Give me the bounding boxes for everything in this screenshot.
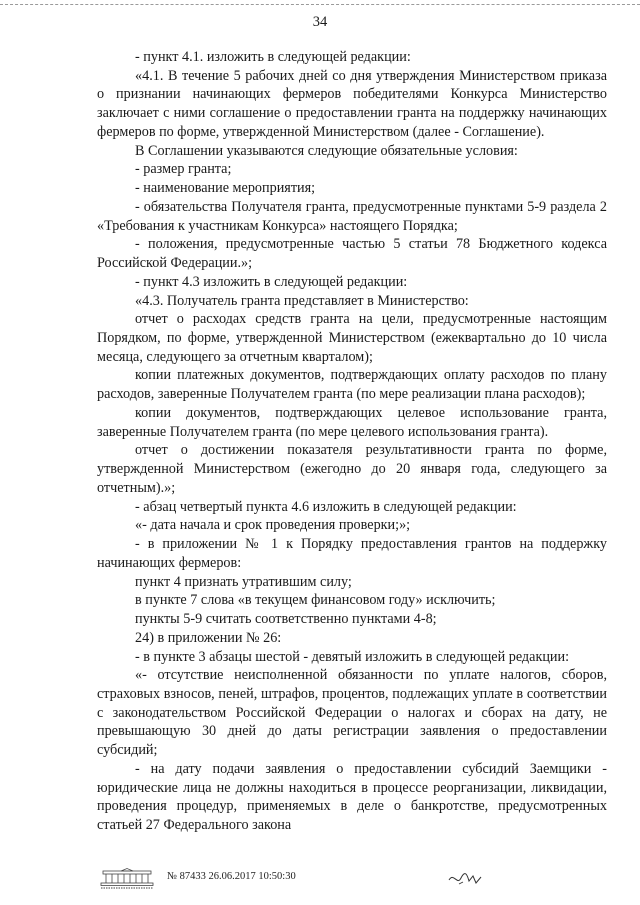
paragraph: копии платежных документов, подтверждающих оплату расходов по плану расходов, заверенные Получателем гранта (по мере реализации плана расходов);: [97, 367, 607, 403]
paragraph: - размер гранта;: [135, 161, 232, 178]
paragraph: - в приложении № 1 к Порядку предоставления грантов на поддержку начинающих фермеров:: [97, 536, 607, 571]
signature-icon: [445, 866, 525, 892]
paragraph: пункт 4 признать утратившим силу;: [135, 573, 352, 590]
paragraph: В Соглашении указываются следующие обязательные условия:: [135, 142, 518, 159]
paragraph: отчет о достижении показателя результативности гранта по форме, утвержденной Министерством (ежегодно до 20 января года, следующего за отчетным).»;: [97, 442, 607, 496]
paragraph: в пункте 7 слова «в текущем финансовом году» исключить;: [135, 592, 496, 609]
paragraph: - обязательства Получателя гранта, предусмотренные пунктами 5-9 раздела 2 «Требования к участникам Конкурса» настоящего Порядка;: [97, 198, 607, 234]
top-edge-line: [0, 4, 640, 5]
paragraph: - абзац четвертый пункта 4.6 изложить в следующей редакции:: [135, 498, 517, 515]
paragraph: отчет о расходах средств гранта на цели, предусмотренные настоящим Порядком, по форме, утвержденной Министерством (ежеквартально до 10 числа месяца, следующего за отчетным кварталом);: [97, 311, 607, 365]
document-stamp: № 87433 26.06.2017 10:50:30: [167, 871, 296, 882]
paragraph: пункты 5-9 считать соответственно пунктами 4-8;: [135, 611, 437, 628]
paragraph: - в пункте 3 абзацы шестой - девятый изложить в следующей редакции:: [135, 648, 570, 665]
building-logo-icon: [97, 868, 157, 890]
paragraph: «4.1. В течение 5 рабочих дней со дня утверждения Министерством приказа о признании начинающих фермеров победителями Конкурса Министерство заключает с ними соглашение о предоставлении гранта на поддержку начинающих фермеров по форме, утвержденной Министерством (далее - Соглашение).: [97, 67, 607, 140]
paragraph: - наименование мероприятия;: [135, 180, 316, 197]
paragraph: «4.3. Получатель гранта представляет в Министерство:: [135, 292, 469, 309]
document-body: [97, 48, 607, 835]
page-number: 34: [312, 14, 328, 30]
page-footer: [97, 866, 617, 896]
paragraph: - пункт 4.3 изложить в следующей редакции:: [135, 273, 408, 290]
paragraph: - положения, предусмотренные частью 5 статьи 78 Бюджетного кодекса Российской Федерации.»;: [97, 236, 607, 272]
paragraph: «- дата начала и срок проведения проверки;»;: [135, 517, 411, 534]
paragraph: копии документов, подтверждающих целевое использование гранта, заверенные Получателем гранта (по мере целевого использования гранта).: [97, 404, 607, 440]
paragraph: - на дату подачи заявления о предоставлении субсидий Заемщики - юридические лица не должны находиться в процессе реорганизации, ликвидации, проведения процедур, применяемых в деле о банкротстве, предусмотренных статьей 27 Федерального закона: [97, 760, 607, 834]
paragraph: 24) в приложении № 26:: [135, 629, 282, 646]
paragraph: «- отсутствие неисполненной обязанности по уплате налогов, сборов, страховых взносов, пеней, штрафов, процентов, подлежащих уплате в соответствии с законодательством Российской Федерации о налогах и сборах на дату, не превышающую 30 дней до даты регистрации заявления о предоставлении субсидий;: [97, 667, 607, 759]
paragraph: - пункт 4.1. изложить в следующей редакции:: [135, 49, 411, 65]
